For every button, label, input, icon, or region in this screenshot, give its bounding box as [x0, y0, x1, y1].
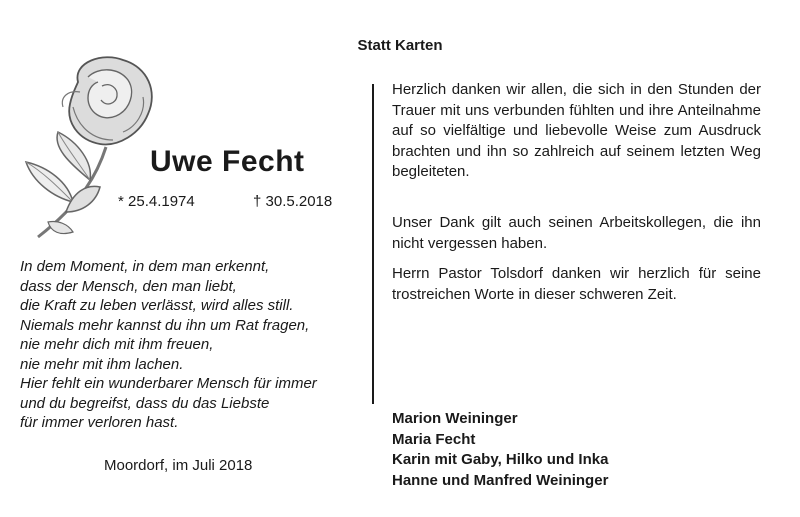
death-date: † 30.5.2018 — [253, 193, 333, 210]
signer: Hanne und Manfred Weininger — [392, 471, 609, 489]
thanks-paragraph-3: Herrn Pastor Tolsdorf danken wir herzlich für seine trostreichen Worte in dieser schweren Zeit. — [392, 265, 761, 303]
notice-header: Statt Karten — [357, 37, 443, 54]
poem-line: nie mehr mit ihm lachen. — [20, 355, 184, 373]
signer: Karin mit Gaby, Hilko und Inka — [392, 451, 609, 468]
poem-line: für immer verloren hast. — [20, 414, 179, 431]
poem — [20, 257, 365, 433]
thanks-paragraph-2: Unser Dank gilt auch seinen Arbeitskollegen, die ihn nicht vergessen haben. — [392, 214, 761, 252]
poem-line: Niemals mehr kannst du ihn um Rat fragen, — [20, 316, 310, 334]
birth-date: * 25.4.1974 — [118, 193, 195, 210]
deceased-name: Uwe Fecht — [150, 145, 305, 178]
signer: Maria Fecht — [392, 430, 476, 448]
signer: Marion Weininger — [392, 410, 518, 427]
column-divider — [372, 84, 374, 404]
poem-line: die Kraft zu leben verlässt, wird alles still. — [20, 297, 294, 314]
thanks-paragraph-1: Herzlich danken wir allen, die sich in den Stunden der Trauer mit uns verbunden fühlten und ihre Anteilnahme auf so vielfältige und liebevolle Weise zum Ausdruck brachten und ihn so zahlreich auf seinem letzten Weg begleiteten. — [392, 81, 761, 180]
poem-line: und du begreifst, dass du das Liebste — [20, 394, 270, 412]
poem-line: dass der Mensch, den man liebt, — [20, 277, 237, 295]
signers-list — [392, 409, 608, 491]
place-date: Moordorf, im Juli 2018 — [104, 457, 253, 474]
poem-line: In dem Moment, in dem man erkennt, — [20, 258, 270, 275]
rose-illustration-icon — [18, 52, 168, 242]
poem-line: nie mehr dich mit ihm freuen, — [20, 336, 214, 353]
poem-line: Hier fehlt ein wunderbarer Mensch für immer — [20, 375, 317, 392]
